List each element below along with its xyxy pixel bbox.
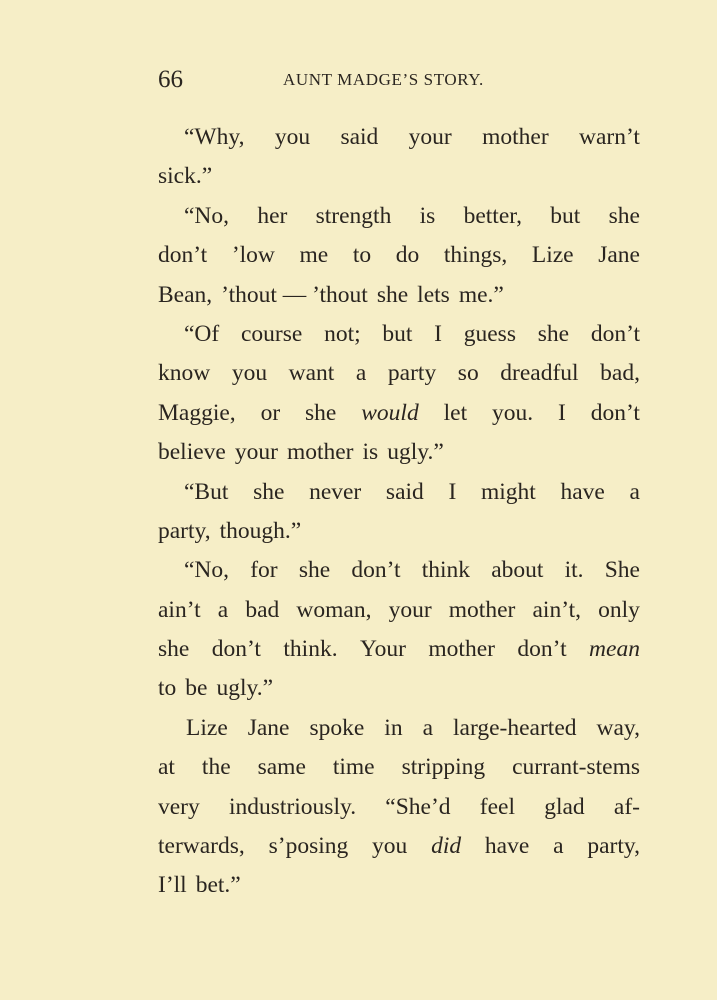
word: you [372, 833, 408, 860]
word: said [385, 478, 424, 505]
word: things, [443, 242, 508, 269]
word: it. [564, 557, 584, 584]
word: but [382, 320, 413, 347]
word: a [629, 478, 640, 505]
text-line [158, 473, 640, 512]
word: party [387, 360, 437, 387]
text-line [158, 512, 640, 551]
text-line [158, 118, 640, 157]
word: not; [324, 320, 361, 347]
word: Jane [598, 242, 640, 269]
word: glad [544, 793, 585, 820]
word: better, [463, 202, 523, 229]
word: bet.” [195, 872, 241, 899]
word: she [253, 478, 285, 505]
word: is [419, 202, 436, 229]
word: do [395, 242, 420, 269]
word: only [598, 596, 640, 623]
text-line [158, 866, 640, 905]
text-line [158, 157, 640, 196]
word: the [201, 754, 231, 781]
text-line [158, 788, 640, 827]
word: mother [482, 124, 549, 150]
word: I [448, 478, 457, 505]
word: a [422, 714, 433, 741]
word: a [217, 596, 229, 623]
page-number: 66 [158, 66, 183, 93]
text-line [158, 669, 640, 708]
text-line [158, 197, 640, 236]
word: way, [596, 714, 640, 741]
word: stripping [401, 754, 486, 781]
word: dreadful [500, 360, 579, 387]
body-text [158, 118, 640, 906]
word: ain’t [158, 596, 201, 623]
word: is [362, 439, 379, 466]
word: ugly.” [387, 439, 444, 466]
word: mother [448, 596, 516, 623]
word: she [537, 320, 570, 347]
word: I [558, 399, 566, 426]
word: don’t [351, 557, 401, 584]
word: I’ll [158, 872, 187, 899]
word: woman, [296, 596, 372, 623]
word: spoke [309, 714, 365, 741]
text-line [158, 433, 640, 472]
word: mother [286, 439, 354, 466]
word: Jane [247, 714, 290, 741]
word: think [421, 557, 471, 584]
word: very [158, 793, 200, 820]
text-line [158, 236, 640, 275]
text-line [158, 748, 640, 787]
word: currant-stems [512, 754, 640, 781]
word: believe [158, 439, 226, 466]
word: never [309, 478, 362, 505]
word: “No, [184, 557, 230, 584]
text-line [158, 591, 640, 630]
word: guess [463, 320, 516, 347]
word: think. [283, 636, 338, 663]
word: same [257, 754, 306, 781]
word: for [250, 557, 278, 584]
word: Maggie, [158, 399, 236, 426]
word: you. [492, 399, 534, 426]
emphasis-word: did [431, 833, 462, 860]
word: Lize [531, 242, 574, 269]
word: your [388, 596, 432, 623]
word: don’t [158, 242, 208, 269]
word: ’thout — ’thout [221, 281, 368, 308]
word: she [608, 202, 640, 229]
word: time [332, 754, 375, 781]
page-header [158, 62, 640, 98]
word: ugly.” [216, 675, 274, 702]
word: you [231, 360, 268, 387]
emphasis-word: would [361, 399, 419, 426]
word: have [484, 833, 530, 860]
word: “Of [184, 320, 220, 347]
text-line [158, 354, 640, 393]
running-head: AUNT MADGE’S STORY. [283, 70, 484, 89]
word: she [376, 281, 409, 308]
word: bad, [600, 360, 640, 387]
word: said [340, 124, 379, 150]
word: your [408, 124, 452, 150]
word: “She’d [385, 793, 451, 820]
text-line [158, 551, 640, 590]
word: me.” [458, 281, 504, 308]
word: sick.” [158, 163, 213, 190]
word: let [443, 399, 468, 426]
word: “But [184, 478, 229, 505]
word: but [550, 202, 581, 229]
word: a [553, 833, 564, 860]
word: Your [360, 636, 406, 663]
word: or [260, 399, 281, 426]
word: mother [428, 636, 495, 663]
text-line [158, 630, 640, 669]
word: to [352, 242, 372, 269]
word: in [384, 714, 403, 741]
word: s’posing [268, 833, 349, 860]
word: “Why, [184, 124, 245, 150]
word: your [234, 439, 278, 466]
word: know [158, 360, 211, 387]
word: have [560, 478, 605, 505]
word: I [434, 320, 442, 347]
word: don’t [517, 636, 567, 663]
word: about [491, 557, 544, 584]
word: warn’t [579, 124, 640, 150]
text-line [158, 315, 640, 354]
word: party, [158, 517, 211, 544]
word: lets [417, 281, 450, 308]
text-line [158, 276, 640, 315]
text-line [158, 827, 640, 866]
word: party, [587, 833, 640, 860]
word: feel [479, 793, 515, 820]
word: large-hearted [452, 714, 577, 741]
word: at [158, 754, 175, 781]
word: Bean, [158, 281, 213, 308]
word: be [185, 675, 208, 702]
word: she [158, 636, 190, 663]
word: she [298, 557, 331, 584]
word: industriously. [228, 793, 357, 820]
word: don’t [590, 320, 640, 347]
word: though.” [219, 517, 302, 544]
word: strength [315, 202, 392, 229]
word: bad [245, 596, 280, 623]
word: to [158, 675, 177, 702]
word: a [355, 360, 367, 387]
word: She [604, 557, 640, 584]
word: want [288, 360, 335, 387]
word: don’t [211, 636, 261, 663]
word: ’low [231, 242, 275, 269]
word: might [480, 478, 536, 505]
word: don’t [590, 399, 640, 426]
text-line [158, 709, 640, 748]
word: course [240, 320, 303, 347]
word: ain’t, [532, 596, 581, 623]
word: she [305, 399, 337, 426]
word: so [457, 360, 479, 387]
word: terwards, [158, 833, 245, 860]
word: Lize [186, 714, 228, 741]
word: me [299, 242, 329, 269]
word: af- [613, 793, 640, 820]
word: “No, [184, 202, 230, 229]
text-line [158, 394, 640, 433]
word: her [257, 202, 288, 229]
word: you [274, 124, 311, 150]
emphasis-word: mean [589, 636, 640, 663]
